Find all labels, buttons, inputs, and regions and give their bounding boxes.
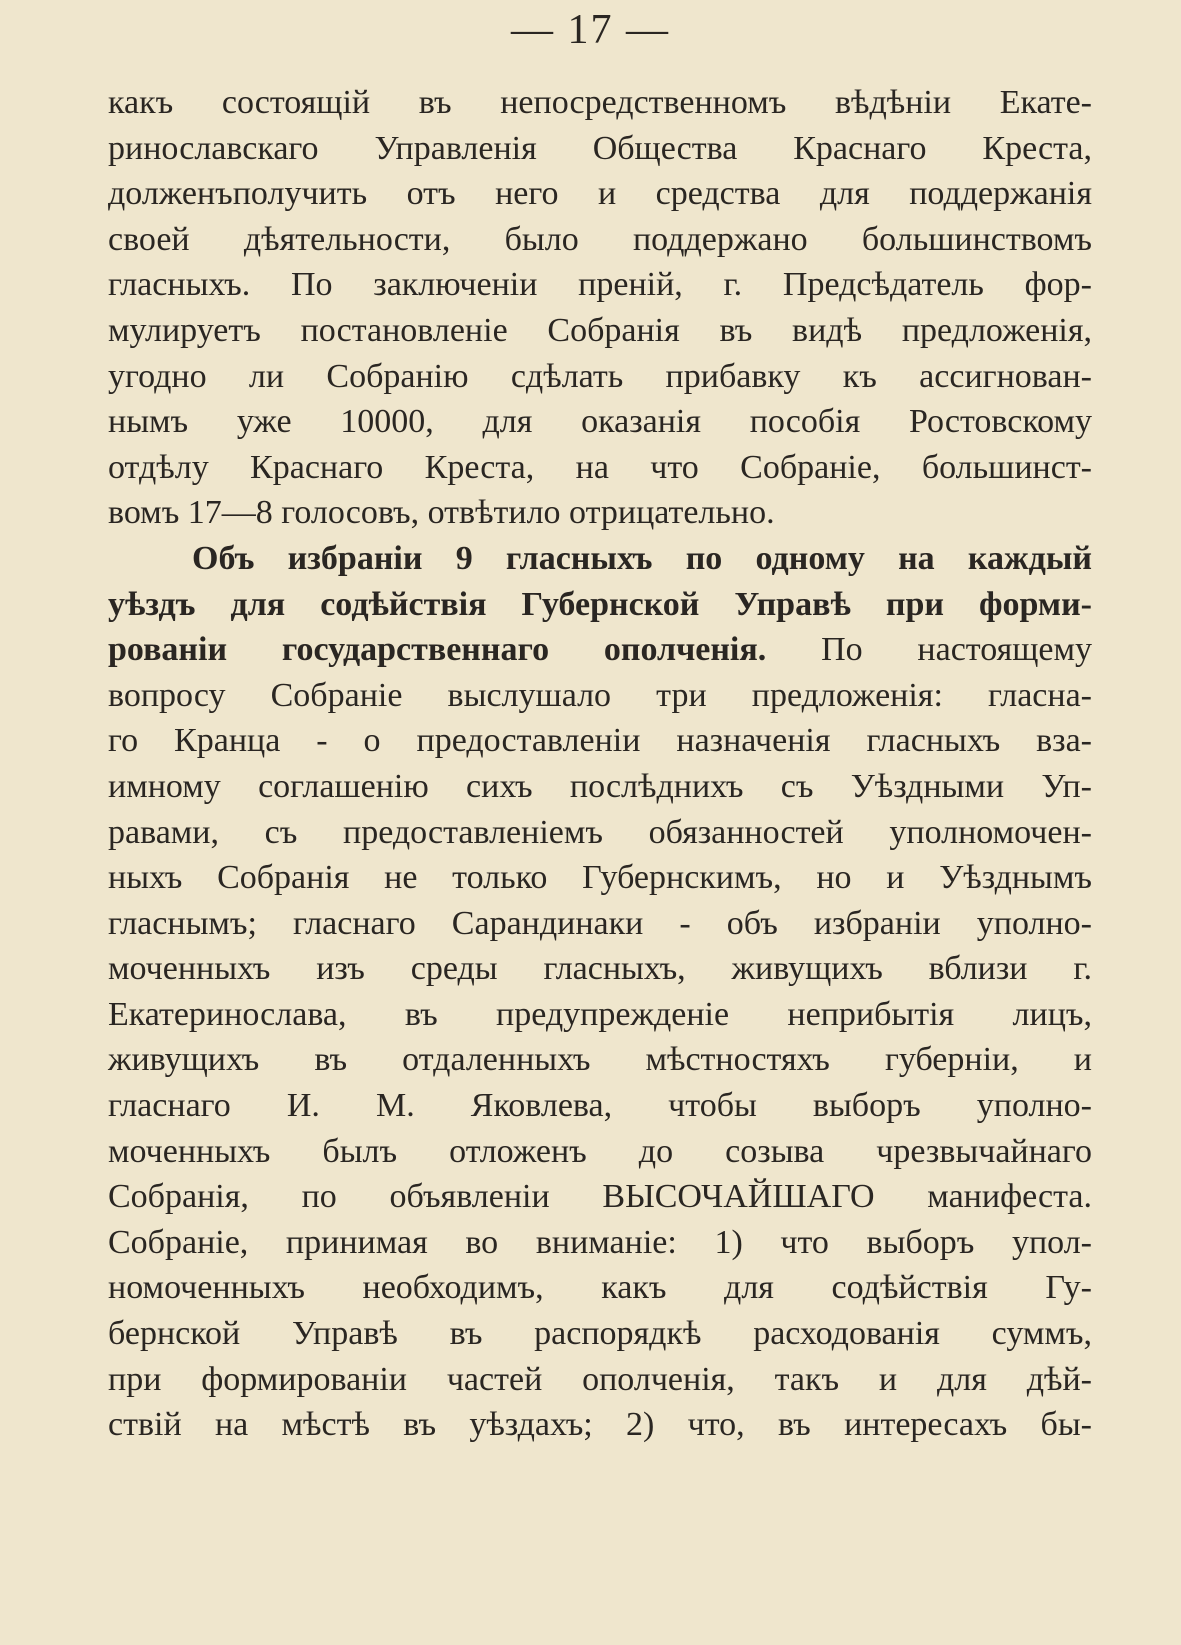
body-text <box>108 80 1092 1448</box>
text-line: ныхъ Собранія не только Губернскимъ, но и Уѣзднымъ <box>108 859 1092 897</box>
section-heading-line: Объ избраніи 9 гласныхъ по одному на каждый <box>192 539 1092 577</box>
text-line: гласнымъ; гласнаго Сарандинаки - объ избраніи уполно- <box>108 904 1092 942</box>
text-line: своей дѣятельности, было поддержано большинствомъ <box>108 220 1092 258</box>
text-line: гласныхъ. По заключеніи преній, г. Предсѣдатель фор- <box>108 266 1092 304</box>
text-line: угодно ли Собранію сдѣлать прибавку къ ассигнован- <box>108 357 1092 395</box>
text-line: бернской Управѣ въ распорядкѣ расходованія суммъ, <box>108 1315 1092 1353</box>
section-heading-line: уѣздъ для содѣйствія Губернской Управѣ при форми- <box>108 585 1092 623</box>
text-line: номоченныхъ необходимъ, какъ для содѣйствія Гу- <box>108 1269 1092 1307</box>
text-line: Екатеринослава, въ предупрежденіе неприбытія лицъ, <box>108 995 1092 1033</box>
text-line: равами, съ предоставленіемъ обязанностей уполномочен- <box>108 813 1092 851</box>
text-fragment: По настоящему <box>821 631 1092 669</box>
section-heading-end: рованіи государственнаго ополченія. <box>108 631 767 669</box>
text-line: вомъ 17—8 голосовъ, отвѣтило отрицательно. <box>108 494 775 532</box>
text-line: моченныхъ изъ среды гласныхъ, живущихъ вблизи г. <box>108 950 1092 988</box>
text-line: Собраніе, принимая во вниманіе: 1) что выборъ упол- <box>108 1223 1092 1261</box>
text-line: при формированіи частей ополченія, такъ и для дѣй- <box>108 1360 1092 1398</box>
text-line: ринославскаго Управленія Общества Краснаго Креста, <box>108 129 1092 167</box>
text-line: вопросу Собраніе выслушало три предложенія: гласна- <box>108 676 1092 714</box>
text-line: ствій на мѣстѣ въ уѣздахъ; 2) что, въ интересахъ бы- <box>108 1406 1092 1444</box>
text-line: гласнаго И. М. Яковлева, чтобы выборъ уполно- <box>108 1087 1092 1125</box>
text-line: имному соглашенію сихъ послѣднихъ съ Уѣздными Уп- <box>108 767 1092 805</box>
text-line: какъ состоящій въ непосредственномъ вѣдѣніи Екате- <box>108 84 1092 121</box>
section-heading-line-mixed <box>108 627 1092 673</box>
text-line: мулируетъ постановленіе Собранія въ видѣ предложенія, <box>108 311 1092 349</box>
text-line: Собранія, по объявленіи ВЫСОЧАЙШАГО манифеста. <box>108 1178 1092 1216</box>
text-line: отдѣлу Краснаго Креста, на что Собраніе, большинст- <box>108 448 1092 486</box>
text-line: долженъполучить отъ него и средства для поддержанія <box>108 175 1092 213</box>
text-line: го Кранца - о предоставленіи назначенія гласныхъ вза- <box>108 722 1092 760</box>
text-line: нымъ уже 10000, для оказанія пособія Ростовскому <box>108 403 1092 441</box>
text-line: живущихъ въ отдаленныхъ мѣстностяхъ губерніи, и <box>108 1041 1092 1079</box>
text-line: моченныхъ былъ отложенъ до созыва чрезвычайнаго <box>108 1132 1092 1170</box>
page-number: — 17 — <box>511 7 670 53</box>
